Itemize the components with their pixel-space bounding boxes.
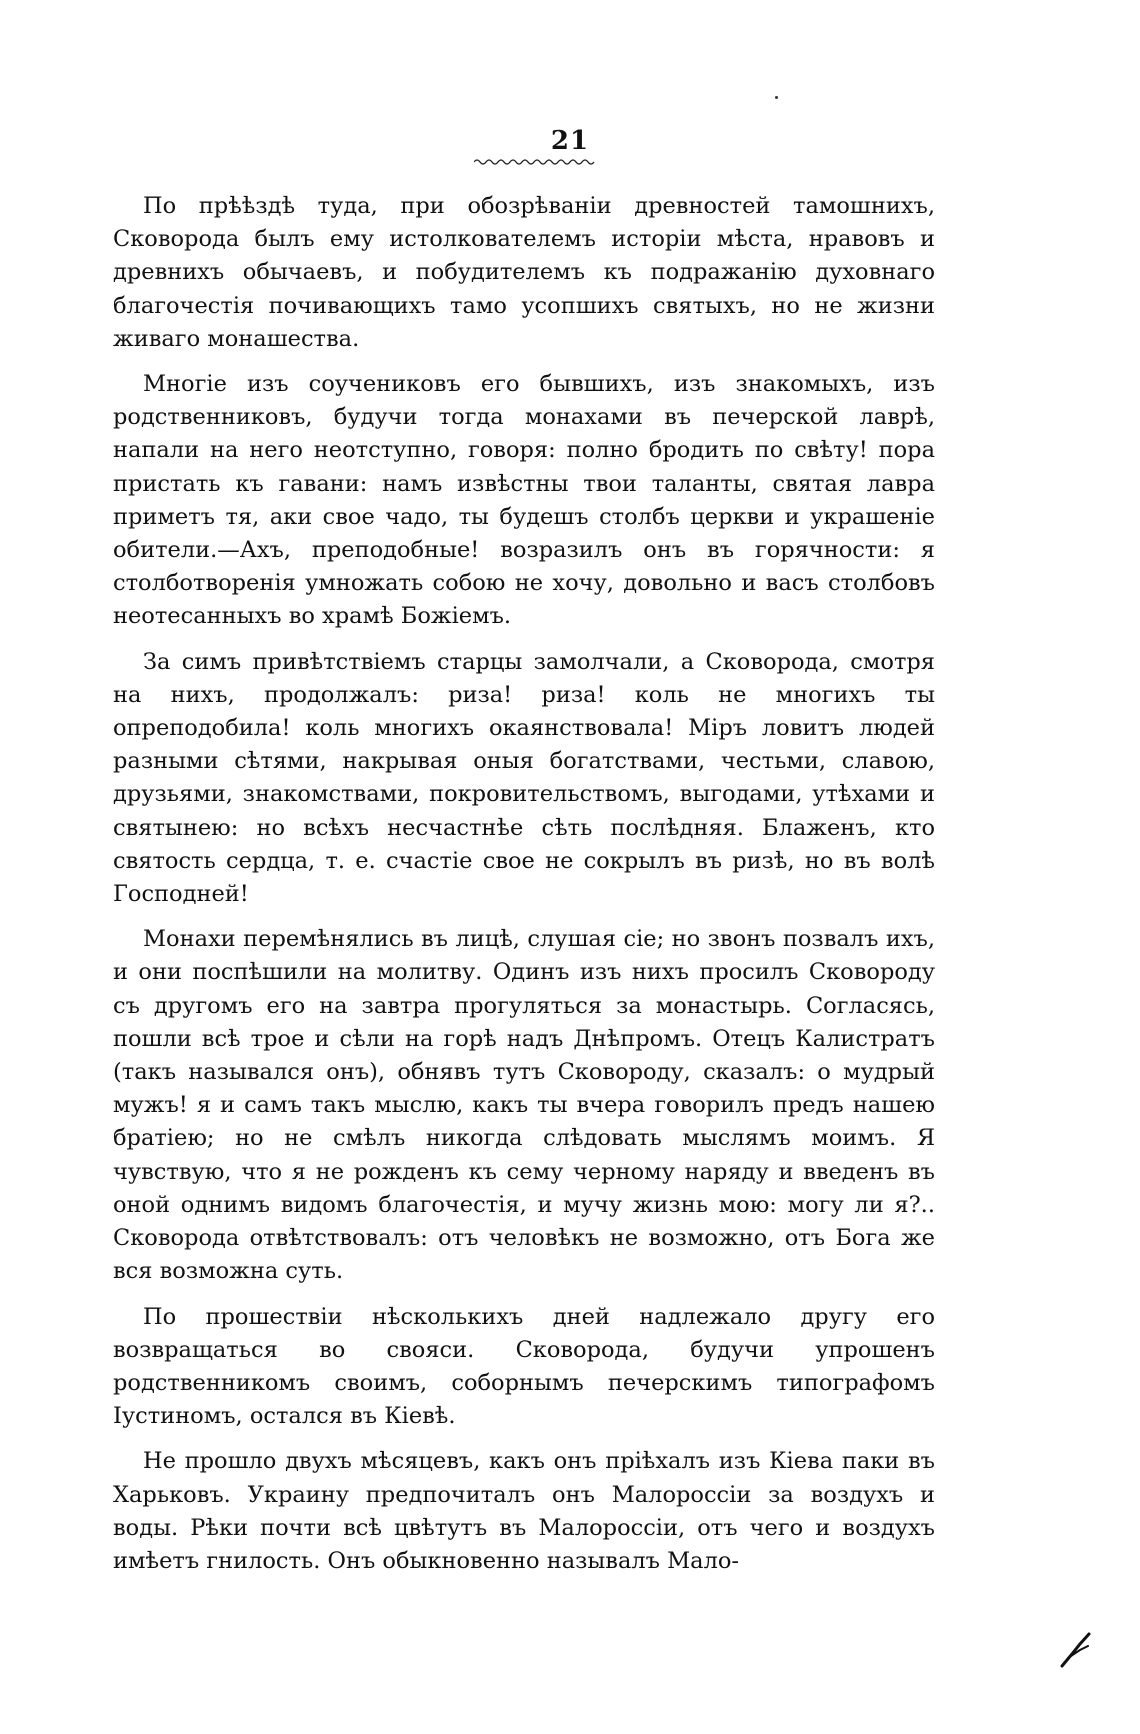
body-text bbox=[113, 190, 935, 1590]
ink-speck bbox=[775, 96, 778, 99]
page-number: 21 bbox=[550, 126, 590, 156]
paragraph: По прѣѣздѣ туда, при обозрѣваніи древностей тамошнихъ, Сковорода былъ ему истолкователемъ исторіи мѣста, нравовъ и древнихъ обычаевъ, и побудителемъ къ подражанію духовнаго благочестія почивающихъ тамо усопшихъ святыхъ, но не жизни живаго монашества. bbox=[113, 193, 935, 352]
paragraph: Многіе изъ соучениковъ его бывшихъ, изъ знакомыхъ, изъ родственниковъ, будучи тогда монахами въ печерской лаврѣ, напали на него неотступно, говоря: полно бродить по свѣту! пора пристать къ гавани: намъ извѣстны твои таланты, святая лавра приметъ тя, аки свое чадо, ты будешъ столбъ церкви и украшеніе обители.—Ахъ, преподобные! возразилъ онъ въ горячности: я столботворенія умножать собою не хочу, довольно и васъ столбовъ неотесанныхъ во храмѣ Божіемъ. bbox=[113, 371, 935, 630]
paragraph: Монахи перемѣнялись въ лицѣ, слушая сіе; но звонъ позвалъ ихъ, и они поспѣшили на молитву. Одинъ изъ нихъ просилъ Сковороду съ другомъ его на завтра прогуляться за монастырь. Согласясь, пошли всѣ трое и сѣли на горѣ надъ Днѣпромъ. Отецъ Калистратъ (такъ назывался онъ), обнявъ тутъ Сковороду, сказалъ: о мудрый мужъ! я и самъ такъ мыслю, какъ ты вчера говорилъ предъ нашею братіею; но не смѣлъ никогда слѣдовать мыслямъ моимъ. Я чувствую, что я не рожденъ къ сему черному наряду и введенъ въ оной однимъ видомъ благочестія, и мучу жизнь мою: могу ли я?.. Сковорода отвѣтствовалъ: отъ человѣкъ не возможно, отъ Бога же вся возможна суть. bbox=[113, 926, 935, 1285]
paragraph: Не прошло двухъ мѣсяцевъ, какъ онъ пріѣхалъ изъ Кіева паки въ Харьковъ. Украину предпочиталъ онъ Малороссіи за воздухъ и воды. Рѣки почти всѣ цвѣтутъ въ Малороссіи, отъ чего и воздухъ имѣетъ гнилость. Онъ обыкновенно называлъ Мало- bbox=[113, 1448, 935, 1574]
paragraph: По прошествіи нѣсколькихъ дней надлежало другу его возвращаться во свояси. Сковорода, будучи упрошенъ родственникомъ своимъ, соборнымъ печерскимъ типографомъ Іустиномъ, остался въ Кіевѣ. bbox=[113, 1303, 935, 1430]
wavy-rule-ornament bbox=[474, 158, 596, 166]
stray-pen-mark bbox=[1058, 1630, 1092, 1670]
paragraph: За симъ привѣтствіемъ старцы замолчали, а Сковорода, смотря на нихъ, продолжалъ: риза! риза! коль не многихъ ты опреподобила! коль многихъ окаянствовала! Міръ ловитъ людей разными сѣтями, накрывая оныя богатствами, честьми, славою, друзьями, знакомствами, покровительствомъ, выгодами, утѣхами и святынею: но всѣхъ несчастнѣе сѣть послѣдняя. Блаженъ, кто святость сердца, т. е. счастіе свое не сокрылъ въ ризѣ, но въ волѣ Господней! bbox=[113, 648, 935, 908]
